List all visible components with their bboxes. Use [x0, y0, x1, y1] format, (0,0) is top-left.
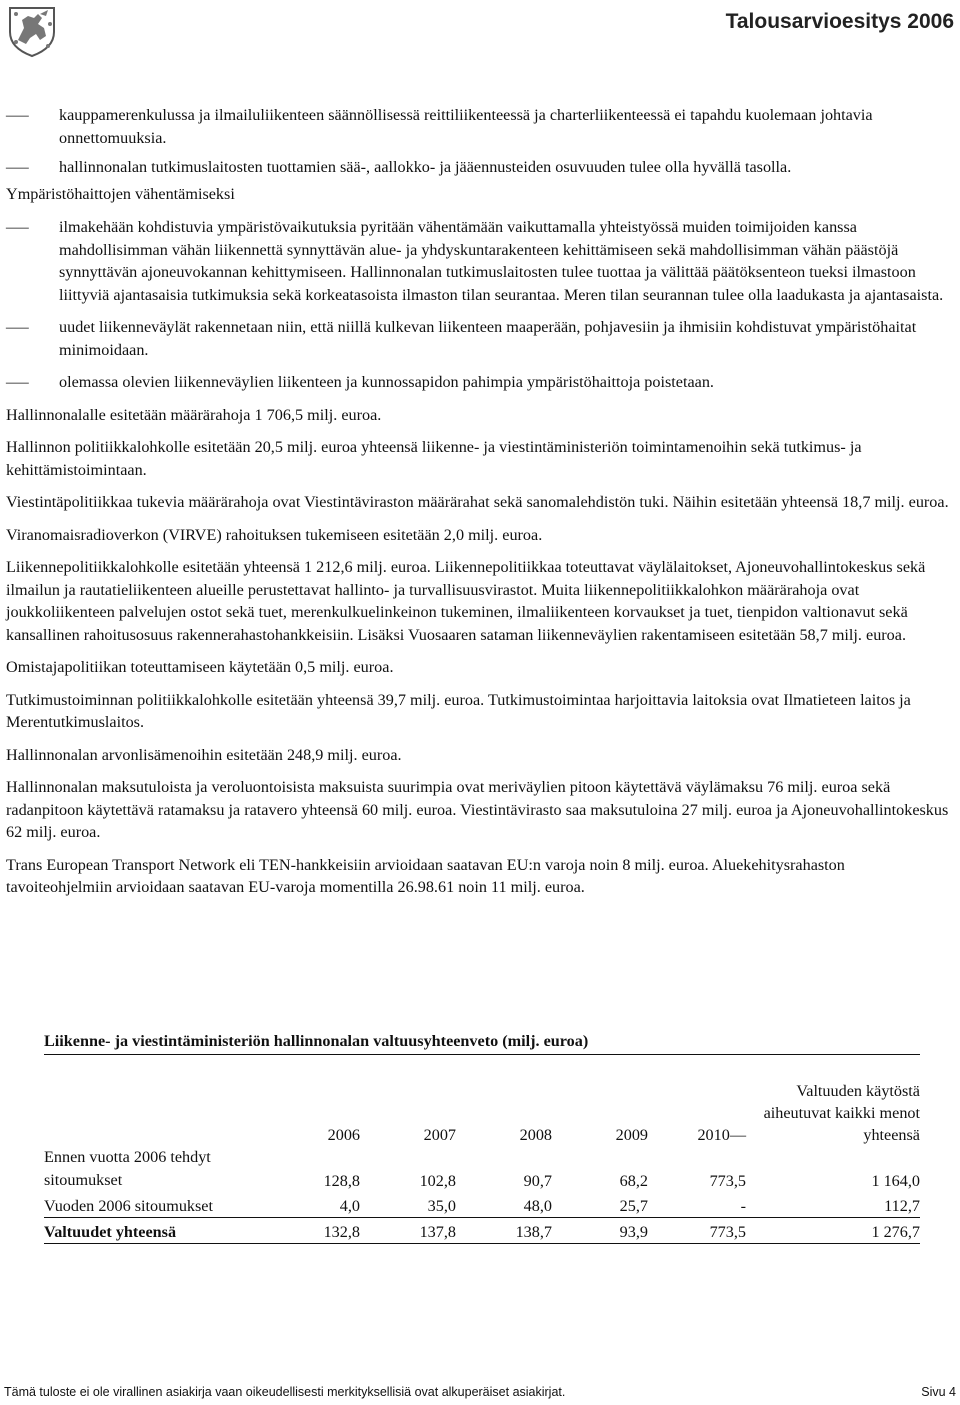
table-total-row	[44, 1218, 920, 1244]
paragraph: Trans European Transport Network eli TEN-hankkeisiin arvioidaan saatavan EU:n varoja noin 8 milj. euroa. Aluekehitysrahaston tavoiteohjelmiin arvioidaan saatavan EU-varoja momentilla 26.98.61 noin 11 milj. euroa.	[6, 855, 845, 896]
list-item: — hallinnonalan tutkimuslaitosten tuottamien sää-, aallokko- ja jääennusteiden osuvuuden tulee olla hyvällä tasolla.	[6, 156, 954, 179]
table-cell: 1 164,0	[871, 1172, 920, 1190]
table-cell: 128,8	[323, 1172, 360, 1190]
table-cell: -	[740, 1197, 746, 1215]
table-cell: 138,7	[456, 1218, 552, 1244]
table-title: Liikenne- ja viestintäministeriön hallinnonalan valtuusyhteenveto (milj. euroa)	[44, 1030, 920, 1055]
authorization-summary-table	[44, 1030, 920, 1244]
paragraph: Viranomaisradioverkon (VIRVE) rahoituksen tukemiseen esitetään 2,0 milj. euroa.	[6, 525, 543, 544]
page-number: Sivu 4	[921, 1385, 956, 1399]
paragraph: Viestintäpolitiikkaa tukevia määrärahoja ovat Viestintäviraston määrärahat sekä sanomalehdistön tuki. Näihin esitetään yhteensä 18,7 milj. euroa.	[6, 493, 949, 511]
list-item: — uudet liikenneväylät rakennetaan niin, että niillä kulkevan liikenteen maaperään, pohjavesiin ja ihmisiin kohdistuvat ympäristöhaitat minimoidaan.	[6, 316, 954, 361]
table-cell: 90,7	[523, 1172, 552, 1190]
row-label: Vuoden 2006 sitoumukset	[44, 1197, 213, 1215]
list-item: — ilmakehään kohdistuvia ympäristövaikutuksia pyritään vähentämään vaikuttamalla yhteistyössä muiden toimijoiden kanssa mahdollisimman vähän liikennettä synnyttävän alue- ja yhdyskuntarakenteen kehittämiseen sekä mahdollisimman vähän päästöjä synnyttävän ajoneuvokannan kehittymiseen. Hallinnonalan tutkimuslaitosten tulee tuottaa ja välittää päätöksenteon tueksi ilmastoon liittyviä ajantasaisia tutkimuksia sekä korkeatasoista ilmaston tilan seurantaa. Meren tilan seurannan tulee olla laadukasta ja ajantasaista.	[6, 216, 954, 306]
paragraph: Hallinnonalan arvonlisämenoihin esitetään 248,9 milj. euroa.	[6, 745, 402, 764]
column-header: 2010—	[697, 1126, 746, 1144]
column-header	[44, 1058, 234, 1146]
table-cell: 4,0	[339, 1197, 360, 1215]
table-row	[44, 1192, 920, 1218]
table-cell: 25,7	[619, 1197, 648, 1215]
data-table	[44, 1058, 920, 1244]
column-header: Valtuuden käytöstä aiheutuvat kaikki menot yhteensä	[763, 1082, 920, 1144]
column-header: 2006	[327, 1126, 360, 1144]
table-cell: 48,0	[523, 1197, 552, 1215]
table-cell: 112,7	[884, 1197, 920, 1215]
paragraph: Omistajapolitiikan toteuttamiseen käytetään 0,5 milj. euroa.	[6, 658, 394, 676]
table-header-row	[44, 1058, 920, 1146]
table-cell: 1 276,7	[746, 1218, 920, 1244]
finnish-lion-crest-icon	[4, 2, 60, 58]
table-cell: 773,5	[709, 1172, 746, 1190]
table-cell: 68,2	[619, 1172, 648, 1190]
document-title: Talousarvioesitys 2006	[725, 10, 954, 33]
column-header: 2008	[519, 1126, 552, 1144]
page-header	[0, 0, 960, 62]
disclaimer-note: Tämä tuloste ei ole virallinen asiakirja vaan oikeudellisesti merkityksellisiä ovat alkuperäiset asiakirjat.	[4, 1385, 566, 1399]
column-header: 2009	[615, 1126, 648, 1144]
row-label: Valtuudet yhteensä	[44, 1218, 234, 1244]
section-heading: Ympäristöhaittojen vähentämiseksi	[6, 184, 235, 203]
paragraph: Hallinnon politiikkalohkolle esitetään 20,5 milj. euroa yhteensä liikenne- ja viestintäministeriön toimintamenoihin sekä tutkimus- ja kehittämistoimintaan.	[6, 438, 862, 479]
document-body	[6, 104, 954, 909]
paragraph: Hallinnonalan maksutuloista ja veroluontoisista maksuista suurimpia ovat meriväylien pitoon käytettävä väylämaksu 76 milj. euroa sekä radanpitoon käytettävä ratamaksu ja ratavero yhteensä 60 milj. euroa. Viestintävirasto saa maksutuloina 27 milj. euroa ja Ajoneuvohallintokeskus 62 milj. euroa.	[6, 778, 949, 841]
table-cell: 132,8	[234, 1218, 360, 1244]
table-cell: 35,0	[427, 1197, 456, 1215]
column-header: 2007	[423, 1126, 456, 1144]
list-item: — kauppamerenkulussa ja ilmailuliikenteen säännöllisessä reittiliikenteessä ja charterliikenteessä ei tapahdu kuolemaan johtavia onnettomuuksia.	[6, 104, 954, 149]
table-cell: 102,8	[419, 1172, 456, 1190]
table-cell: 93,9	[552, 1218, 648, 1244]
table-cell: 137,8	[360, 1218, 456, 1244]
list-item: — olemassa olevien liikenneväylien liikenteen ja kunnossapidon pahimpia ympäristöhaittoja poistetaan.	[6, 371, 954, 394]
table-cell: 773,5	[648, 1218, 746, 1244]
row-label: Ennen vuotta 2006 tehdyt sitoumukset	[44, 1148, 211, 1189]
paragraph: Tutkimustoiminnan politiikkalohkolle esitetään yhteensä 39,7 milj. euroa. Tutkimustoimintaa harjoittavia laitoksia ovat Ilmatieteen laitos ja Merentutkimuslaitos.	[6, 690, 911, 731]
paragraph: Hallinnonalalle esitetään määrärahoja 1 706,5 milj. euroa.	[6, 405, 382, 424]
paragraph: Liikennepolitiikkalohkolle esitetään yhteensä 1 212,6 milj. euroa. Liikennepolitiikkaa toteuttavat väylälaitokset, Ajoneuvohallintokeskus sekä ilmailun ja rautatieliikenteen alueille perustettavat hallinto- ja turvallisuusvirastot. Muita liikennepolitiikkalohkon määrärahoja ovat joukkoliikenteen palvelujen ostot sekä tuet, merenkulkuelinkeinon tukeminen, ilmaliikenteen korvaukset ja tuet, tienpidon valtionavut sekä kansallinen rahoitusosuus rakennerahastohankkeisiin. Lisäksi Vuosaaren sataman liikenneväylien rakentamiseen esitetään 58,7 milj. euroa.	[6, 558, 926, 644]
table-row	[44, 1146, 920, 1192]
